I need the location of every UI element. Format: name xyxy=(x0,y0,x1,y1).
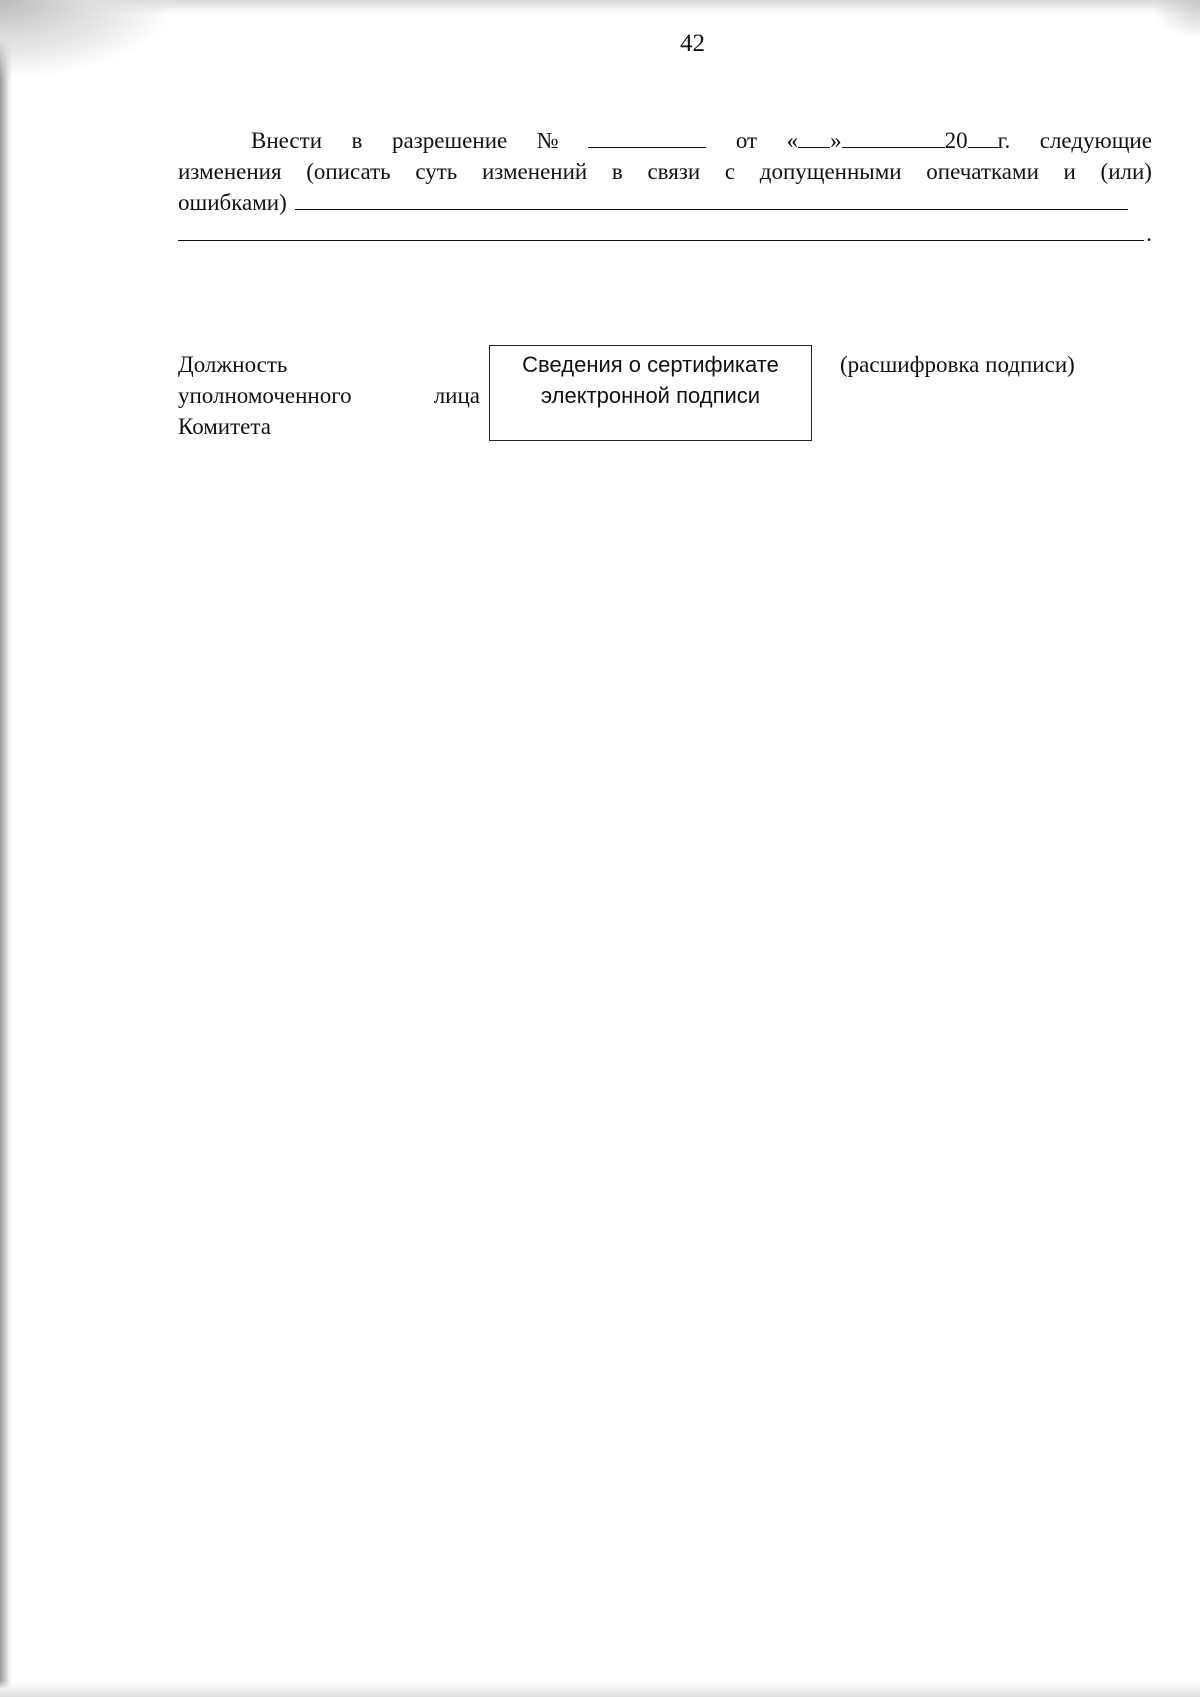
signature-decoding: (расшифровка подписи) xyxy=(840,352,1075,377)
official-position xyxy=(178,349,480,442)
word: разрешение xyxy=(391,128,508,153)
word: допущенными xyxy=(759,159,902,184)
scan-edge-top xyxy=(0,0,1200,14)
paragraph-line-3 xyxy=(178,187,1152,218)
word: следующие xyxy=(1039,128,1152,153)
paragraph-line-2 xyxy=(178,156,1152,187)
quote-close: » xyxy=(830,128,842,153)
page-number: 42 xyxy=(680,30,705,57)
day-blank xyxy=(798,127,830,148)
scan-corner-top-left xyxy=(0,0,180,80)
word: от xyxy=(735,128,758,153)
date-group xyxy=(787,125,1011,156)
word: связи xyxy=(647,159,701,184)
word: ошибками) xyxy=(178,190,287,215)
position-row-3 xyxy=(178,411,480,442)
signature-block xyxy=(178,345,1118,455)
changes-description-blank-1 xyxy=(295,189,1128,210)
scan-corner-top-right xyxy=(1150,0,1200,40)
year-blank xyxy=(968,127,998,148)
word: в xyxy=(351,128,363,153)
year-suffix: г. xyxy=(997,128,1011,153)
quote-open: « xyxy=(786,128,799,153)
period-mark: . xyxy=(1146,221,1152,246)
certificate-info-box xyxy=(489,345,812,441)
scan-edge-bottom xyxy=(0,1681,1200,1697)
paragraph-line-1 xyxy=(178,125,1152,156)
position-line-1: Должность xyxy=(178,352,288,377)
position-line-3: Комитета xyxy=(178,414,271,439)
word: изменения xyxy=(178,159,282,184)
word: суть xyxy=(415,159,458,184)
year-prefix: 20 xyxy=(944,128,968,153)
number-sign: № xyxy=(536,128,559,153)
position-row-1 xyxy=(178,349,480,380)
position-line-2a: уполномоченного xyxy=(178,383,352,408)
word: (или) xyxy=(1100,159,1152,184)
amendment-paragraph xyxy=(178,125,1152,249)
position-row-2 xyxy=(178,380,480,411)
word: опечатками xyxy=(926,159,1039,184)
word: изменений xyxy=(481,159,588,184)
scan-edge-left xyxy=(0,0,12,1697)
month-blank xyxy=(842,127,945,148)
certificate-line-1: Сведения о сертификате xyxy=(522,352,779,377)
certificate-line-2: электронной подписи xyxy=(540,383,761,408)
changes-description-blank-2 xyxy=(178,220,1144,241)
word: с xyxy=(724,159,736,184)
word: (описать xyxy=(306,159,391,184)
word: в xyxy=(611,159,623,184)
paragraph-line-4 xyxy=(178,218,1152,249)
position-line-2b: лица xyxy=(433,383,480,408)
permit-number-blank xyxy=(588,127,706,148)
word: Внести xyxy=(251,128,322,153)
word: и xyxy=(1063,159,1076,184)
